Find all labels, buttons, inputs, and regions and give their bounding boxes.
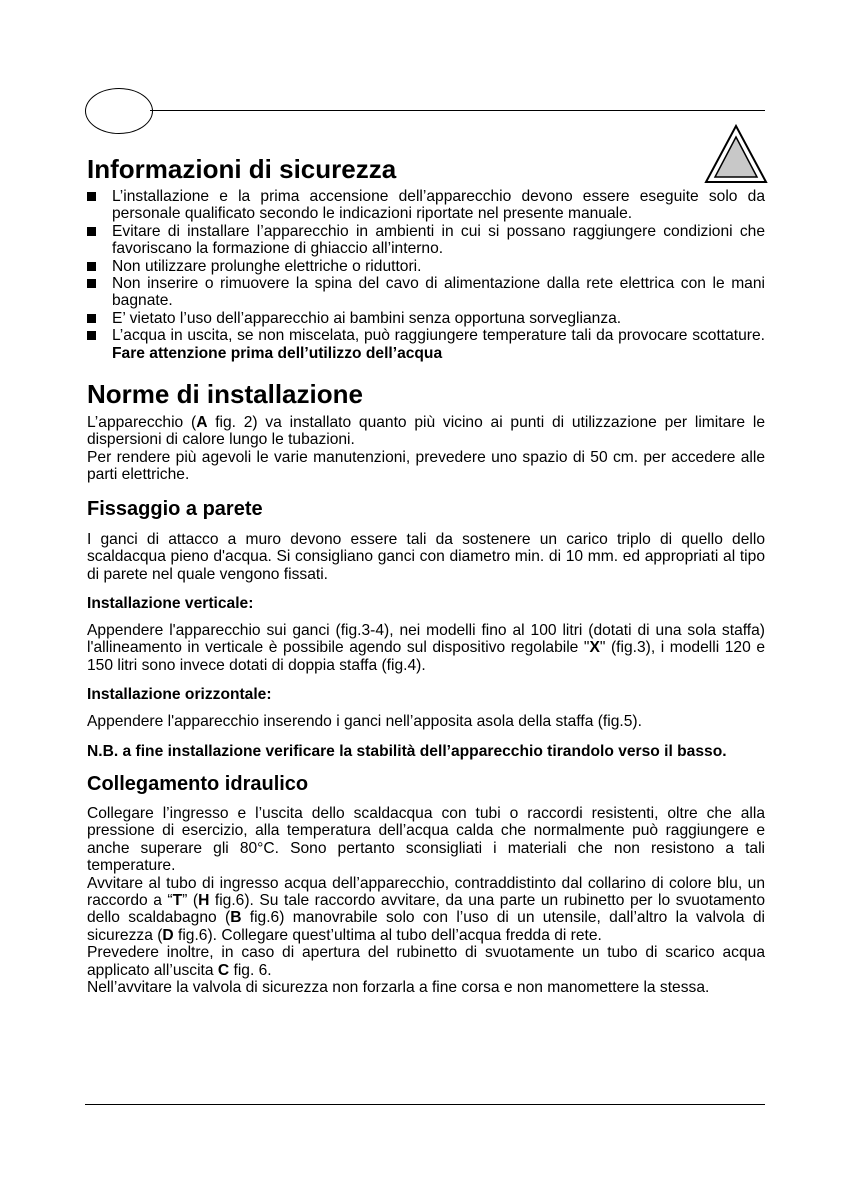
footer-rule	[85, 1104, 765, 1105]
bullet-square-icon	[87, 331, 96, 340]
paragraph: Collegare l’ingresso e l’uscita dello scaldacqua con tubi o raccordi resistenti, oltre che alla pressione di esercizio, alla temperatura dell’acqua calda che normalmente può raggiungere e anche superare gli 80°C. Sono pertanto sconsigliati i materiali che non resistono a tali temperature.	[87, 804, 765, 875]
bullet-square-icon	[87, 192, 96, 201]
paragraph: Appendere l'apparecchio inserendo i ganci nell’apposita asola della staffa (fig.5).	[87, 713, 642, 731]
list-item: Non utilizzare prolunghe elettriche o riduttori.	[87, 258, 765, 275]
page-number-oval	[85, 88, 153, 134]
warning-bold-text: Fare attenzione prima dell’utilizzo dell’acqua	[112, 344, 443, 362]
list-item: Evitare di installare l’apparecchio in ambienti in cui si possano raggiungere condizioni che favoriscano la formazione di ghiaccio all’interno.	[87, 223, 765, 258]
paragraph: L’apparecchio (A fig. 2) va installato quanto più vicino ai punti di utilizzazione per limitare le dispersioni di calore lungo le tubazioni.	[87, 414, 765, 449]
paragraph: Prevedere inoltre, in caso di apertura del rubinetto di svuotamente un tubo di scarico acqua applicato all’uscita C fig. 6.	[87, 944, 765, 979]
bullet-square-icon	[87, 279, 96, 288]
bullet-square-icon	[87, 314, 96, 323]
header-rule	[150, 110, 765, 111]
list-item: L’acqua in uscita, se non miscelata, può raggiungere temperature tali da provocare scottature. Fare attenzione prima dell’utilizzo dell’acqua	[87, 327, 765, 362]
paragraph: Avvitare al tubo di ingresso acqua dell’apparecchio, contraddistinto dal collarino di colore blu, un raccordo a “T” (H fig.6). Su tale raccordo avvitare, da una parte un rubinetto per lo svuotamento dello scaldabagno (B fig.6) manovrabile solo con l’uso di un utensile, dall’altro la valvola di sicurezza (D fig.6). Collegare quest’ultima al tubo dell’acqua fredda di rete.	[87, 874, 765, 944]
bullet-square-icon	[87, 262, 96, 271]
paragraph: I ganci di attacco a muro devono essere tali da sostenere un carico triplo di quello dello scaldacqua pieno d'acqua. Si consigliano ganci con diametro min. di 10 mm. ed appropriati al tipo di parete nel quale vengono fissati.	[87, 530, 765, 583]
paragraph: Nell’avvitare la valvola di sicurezza non forzarla a fine corsa e non manomettere la stessa.	[87, 979, 710, 996]
paragraph: Appendere l'apparecchio sui ganci (fig.3-4), nei modelli fino al 100 litri (dotati di una sola staffa) l'allineamento in verticale è possibile agendo sul dispositivo regolabile "X" (fig.3), i modelli 120 e 150 litri sono invece dotati di doppia staffa (fig.4).	[87, 621, 765, 674]
list-item: E’ vietato l’uso dell’apparecchio ai bambini senza opportuna sorveglianza.	[87, 310, 765, 327]
subsection-title-plumbing: Collegamento idraulico	[87, 772, 309, 795]
section-title-installation: Norme di installazione	[87, 379, 363, 410]
bullet-square-icon	[87, 227, 96, 236]
subheading-vertical: Installazione verticale:	[87, 594, 254, 612]
subheading-horizontal: Installazione orizzontale:	[87, 686, 272, 704]
section-title-safety: Informazioni di sicurezza	[87, 154, 397, 184]
nb-note: N.B. a fine installazione verificare la stabilità dell’apparecchio tirandolo verso il basso.	[87, 742, 727, 760]
safety-list	[87, 188, 765, 362]
page-content	[87, 150, 765, 996]
paragraph: Per rendere più agevoli le varie manutenzioni, prevedere uno spazio di 50 cm. per accedere alle parti elettriche.	[87, 448, 765, 484]
list-item: L’installazione e la prima accensione dell’apparecchio devono essere eseguite solo da personale qualificato secondo le indicazioni riportate nel presente manuale.	[87, 188, 765, 223]
list-item: Non inserire o rimuovere la spina del cavo di alimentazione dalla rete elettrica con le mani bagnate.	[87, 275, 765, 310]
subsection-title-wall-mount: Fissaggio a parete	[87, 497, 263, 520]
